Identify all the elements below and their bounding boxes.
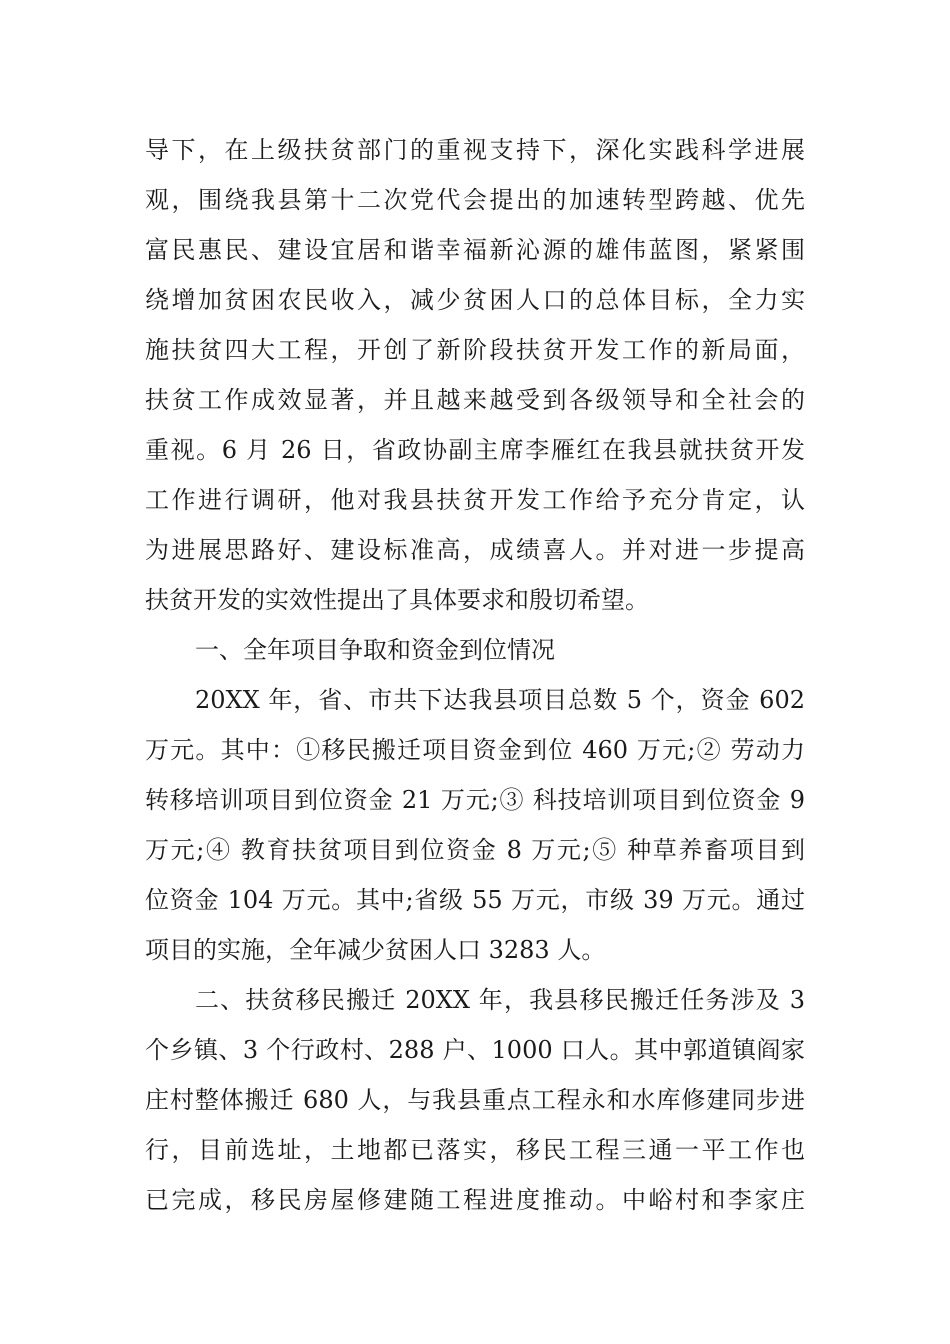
- text-line: 万元。其中：①移民搬迁项目资金到位 460 万元;② 劳动力: [145, 736, 805, 764]
- text-line: 施扶贫四大工程，开创了新阶段扶贫开发工作的新局面，: [145, 336, 805, 364]
- text-line: 为进展思路好、建设标准高，成绩喜人。并对进一步提高: [145, 536, 805, 564]
- section-heading: 一、全年项目争取和资金到位情况: [195, 636, 555, 664]
- text-line: 重视。6 月 26 日，省政协副主席李雁红在我县就扶贫开发: [145, 436, 805, 464]
- section-heading-line: 二、扶贫移民搬迁 20XX 年，我县移民搬迁任务涉及 3: [195, 986, 805, 1014]
- text-line: 扶贫开发的实效性提出了具体要求和殷切希望。: [145, 586, 649, 614]
- text-line: 富民惠民、建设宜居和谐幸福新沁源的雄伟蓝图，紧紧围: [145, 236, 805, 264]
- text-line: 工作进行调研，他对我县扶贫开发工作给予充分肯定，认: [145, 486, 805, 514]
- text-line: 观，围绕我县第十二次党代会提出的加速转型跨越、优先: [145, 186, 805, 214]
- text-line: 导下，在上级扶贫部门的重视支持下，深化实践科学进展: [145, 136, 805, 164]
- text-line: 20XX 年，省、市共下达我县项目总数 5 个，资金 602: [195, 686, 805, 714]
- text-line: 个乡镇、3 个行政村、288 户、1000 口人。其中郭道镇阎家: [145, 1036, 805, 1064]
- text-line: 扶贫工作成效显著，并且越来越受到各级领导和全社会的: [145, 386, 805, 414]
- text-line: 绕增加贫困农民收入，减少贫困人口的总体目标，全力实: [145, 286, 805, 314]
- text-line: 万元;④ 教育扶贫项目到位资金 8 万元;⑤ 种草养畜项目到: [145, 836, 805, 864]
- text-line: 行，目前选址，土地都已落实，移民工程三通一平工作也: [145, 1136, 805, 1164]
- text-line: 项目的实施，全年减少贫困人口 3283 人。: [145, 936, 606, 964]
- text-line: 转移培训项目到位资金 21 万元;③ 科技培训项目到位资金 9: [145, 786, 805, 814]
- text-line: 位资金 104 万元。其中;省级 55 万元，市级 39 万元。通过: [145, 886, 805, 914]
- text-line: 已完成，移民房屋修建随工程进度推动。中峪村和李家庄: [145, 1186, 805, 1214]
- text-line: 庄村整体搬迁 680 人，与我县重点工程永和水库修建同步进: [145, 1086, 805, 1114]
